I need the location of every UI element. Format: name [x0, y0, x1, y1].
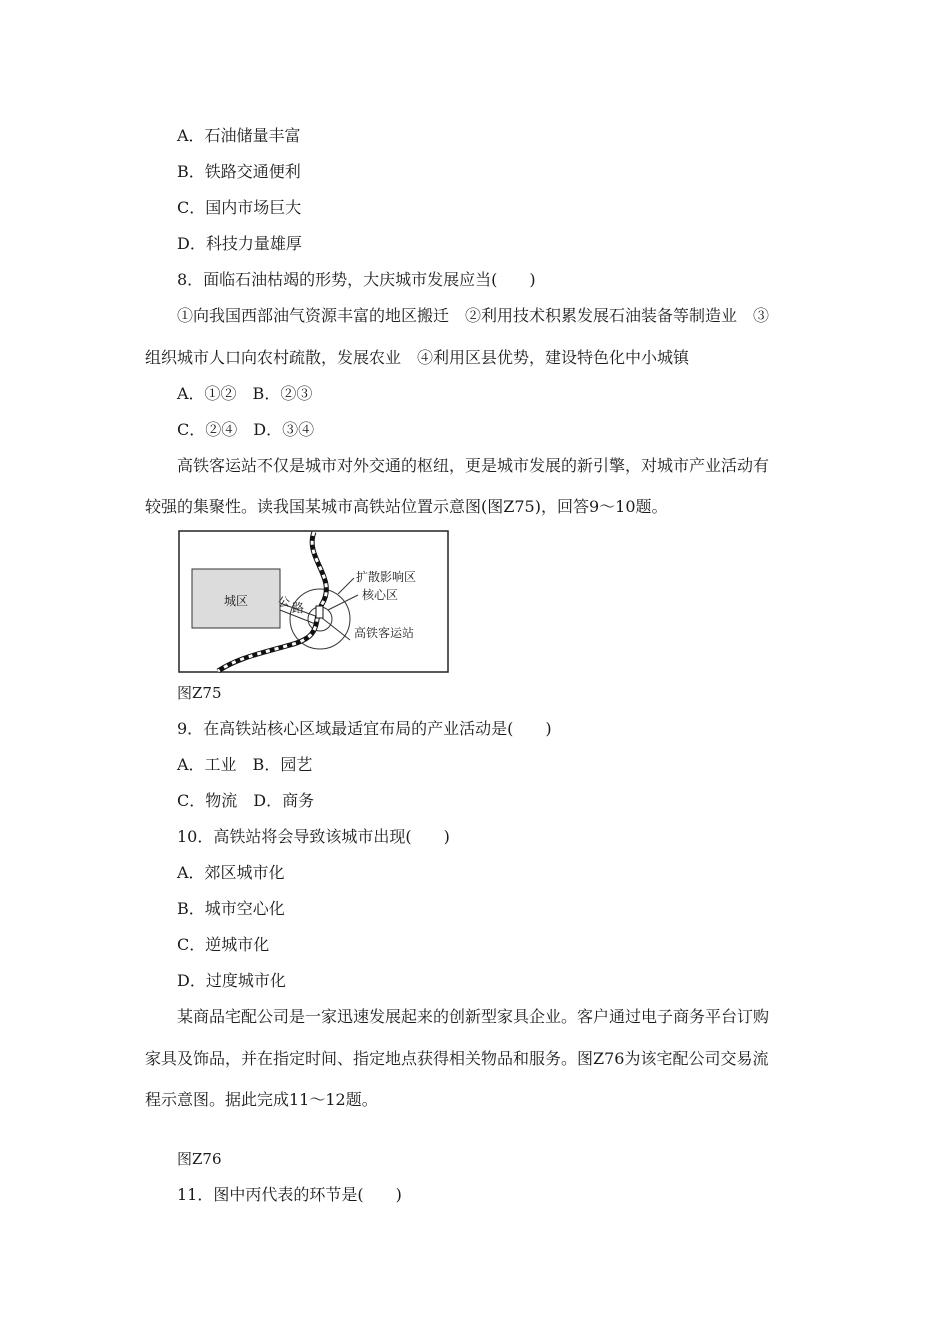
- q7-option-b: B．铁路交通便利: [177, 162, 301, 181]
- q10-option-d: D．过度城市化: [177, 971, 286, 990]
- q8-choices-line-1: ①向我国西部油气资源丰富的地区搬迁 ②利用技术积累发展石油装备等制造业 ③: [177, 306, 770, 325]
- station-building: [316, 606, 323, 618]
- figure-z76-caption: 图Z76: [177, 1150, 222, 1168]
- road-label-2: 路: [292, 601, 305, 615]
- figure-z75-caption: 图Z75: [177, 684, 222, 702]
- q8-choices-line-2: 组织城市人口向农村疏散，发展农业 ④利用区县优势，建设特色化中小城镇: [145, 348, 690, 367]
- q10-option-a: A．郊区城市化: [177, 863, 285, 882]
- diffusion-zone-label: 扩散影响区: [356, 570, 417, 584]
- q7-option-c: C．国内市场巨大: [177, 198, 302, 217]
- q10-stem: 10．高铁站将会导致该城市出现( ): [177, 827, 450, 846]
- q8-stem: 8．面临石油枯竭的形势，大庆城市发展应当( ): [177, 270, 536, 289]
- core-zone-label: 核心区: [362, 588, 399, 602]
- leader-core: [328, 595, 358, 610]
- intro-11-12-line-1: 某商品宅配公司是一家迅速发展起来的创新型家具企业。客户通过电子商务平台订购: [177, 1007, 770, 1026]
- q9-stem: 9．在高铁站核心区域最适宜布局的产业活动是( ): [177, 719, 552, 738]
- q11-stem: 11．图中丙代表的环节是( ): [177, 1185, 402, 1204]
- intro-11-12-line-2: 家具及饰品，并在指定时间、指定地点获得相关物品和服务。图Z76为该宅配公司交易流: [145, 1049, 769, 1068]
- station-label: 高铁客运站: [354, 626, 415, 640]
- q9-options-ab: A．工业 B．园艺: [177, 755, 313, 774]
- intro-9-10-line-1: 高铁客运站不仅是城市对外交通的枢纽，更是城市发展的新引擎，对城市产业活动有: [177, 456, 770, 475]
- leader-diffusion: [338, 578, 354, 594]
- q10-option-b: B．城市空心化: [177, 899, 285, 918]
- intro-11-12-line-3: 程示意图。据此完成11～12题。: [145, 1090, 378, 1109]
- intro-9-10-line-2: 较强的集聚性。读我国某城市高铁站位置示意图(图Z75)，回答9～10题。: [145, 497, 668, 516]
- q8-options-cd: C．②④ D．③④: [177, 420, 315, 439]
- q10-option-c: C．逆城市化: [177, 935, 270, 954]
- q9-options-cd: C．物流 D．商务: [177, 791, 315, 810]
- city-area-label: 城区: [224, 594, 249, 608]
- q8-options-ab: A．①② B．②③: [177, 384, 313, 403]
- q7-option-d: D．科技力量雄厚: [177, 234, 302, 253]
- road-label-1: 公: [278, 595, 291, 609]
- figure-z75-diagram: [178, 530, 450, 675]
- q7-option-a: A．石油储量丰富: [177, 126, 301, 145]
